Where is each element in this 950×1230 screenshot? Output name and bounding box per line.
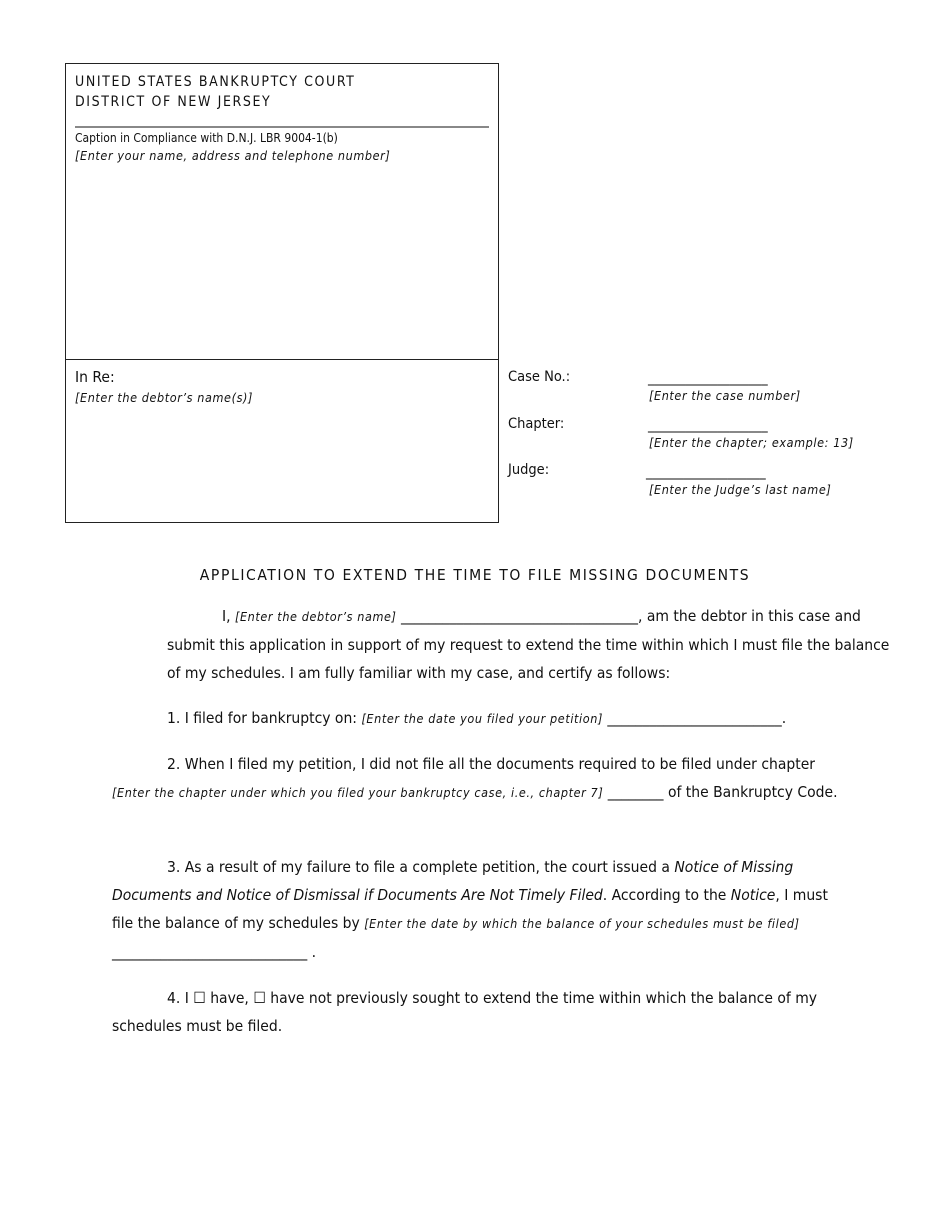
item-1-text: 1. I filed for bankruptcy on: — [167, 709, 362, 727]
item-1-hint: [Enter the date you filed your petition] — [361, 711, 603, 726]
filing-date-blank[interactable]: _________________________ — [602, 709, 782, 727]
intro-hint: [Enter the debtor’s name] — [234, 609, 397, 624]
item-4-prefix: 4. I — [167, 989, 194, 1007]
chapter-number-blank[interactable]: ________ — [603, 783, 664, 801]
intro-prefix: I, — [222, 607, 235, 625]
item-1 — [112, 704, 842, 733]
item-1-end: . — [781, 709, 787, 727]
item-3-notice-word: Notice — [730, 886, 776, 904]
case-no-hint: [Enter the case number] — [649, 388, 801, 403]
intro-text: , am the debtor in this case and submit this application in support of my request to extend the time within which I must file the balance of my schedules. I am fully familiar with my case, and certify as follows: — [167, 607, 890, 682]
case-no-blank[interactable]: ___________________ — [648, 370, 768, 386]
schedules-date-blank[interactable]: ____________________________ — [112, 943, 308, 961]
court-line-2: DISTRICT OF NEW JERSEY — [75, 94, 272, 110]
item-3-text-1: 3. As a result of my failure to file a complete petition, the court issued a — [167, 858, 675, 876]
item-3-text-3: , I must file the balance of my schedules by — [112, 886, 828, 932]
item-2-end: of the Bankruptcy Code. — [663, 783, 838, 801]
chapter-label: Chapter: — [508, 416, 565, 432]
in-re-box — [65, 359, 499, 523]
item-3-notice-title: Notice of Missing Documents and Notice of Dismissal if Documents Are Not Timely Filed — [112, 858, 794, 904]
item-3 — [112, 853, 842, 966]
debtor-name-blank[interactable]: __________________________________ — [396, 607, 638, 625]
case-no-label: Case No.: — [508, 369, 571, 385]
have-option-label: have, — [210, 989, 249, 1007]
have-not-option-label: have not previously sought to extend the time within which the balance of my schedules must be filed. — [112, 989, 818, 1035]
chapter-hint: [Enter the chapter; example: 13] — [649, 435, 854, 450]
in-re-hint: [Enter the debtor’s name(s)] — [75, 390, 253, 405]
court-line-1: UNITED STATES BANKRUPTCY COURT — [75, 74, 356, 90]
have-checkbox[interactable]: ☐ — [193, 989, 206, 1007]
caption-note: Caption in Compliance with D.N.J. LBR 9004-1(b) — [75, 131, 338, 145]
judge-label: Judge: — [508, 462, 550, 478]
judge-blank[interactable]: ___________________ — [646, 464, 766, 480]
court-name — [75, 72, 355, 112]
item-3-text-2: . According to the — [602, 886, 731, 904]
judge-hint: [Enter the Judge’s last name] — [649, 482, 832, 497]
item-2-text: 2. When I filed my petition, I did not file all the documents required to be filed under chapter — [167, 755, 816, 773]
item-4 — [112, 984, 842, 1040]
item-2 — [112, 750, 842, 807]
item-3-end: . — [307, 943, 317, 961]
item-2-hint: [Enter the chapter under which you filed your bankruptcy case, i.e., chapter 7] — [112, 785, 604, 800]
item-3-hint: [Enter the date by which the balance of your schedules must be filed] — [364, 916, 800, 931]
chapter-blank[interactable]: ___________________ — [648, 417, 768, 433]
caption-divider — [75, 126, 489, 128]
caption-hint: [Enter your name, address and telephone number] — [75, 148, 391, 163]
intro-paragraph — [112, 602, 897, 687]
document-title: APPLICATION TO EXTEND THE TIME TO FILE MISSING DOCUMENTS — [199, 566, 751, 584]
in-re-label: In Re: — [75, 368, 115, 386]
have-not-checkbox[interactable]: ☐ — [253, 989, 266, 1007]
